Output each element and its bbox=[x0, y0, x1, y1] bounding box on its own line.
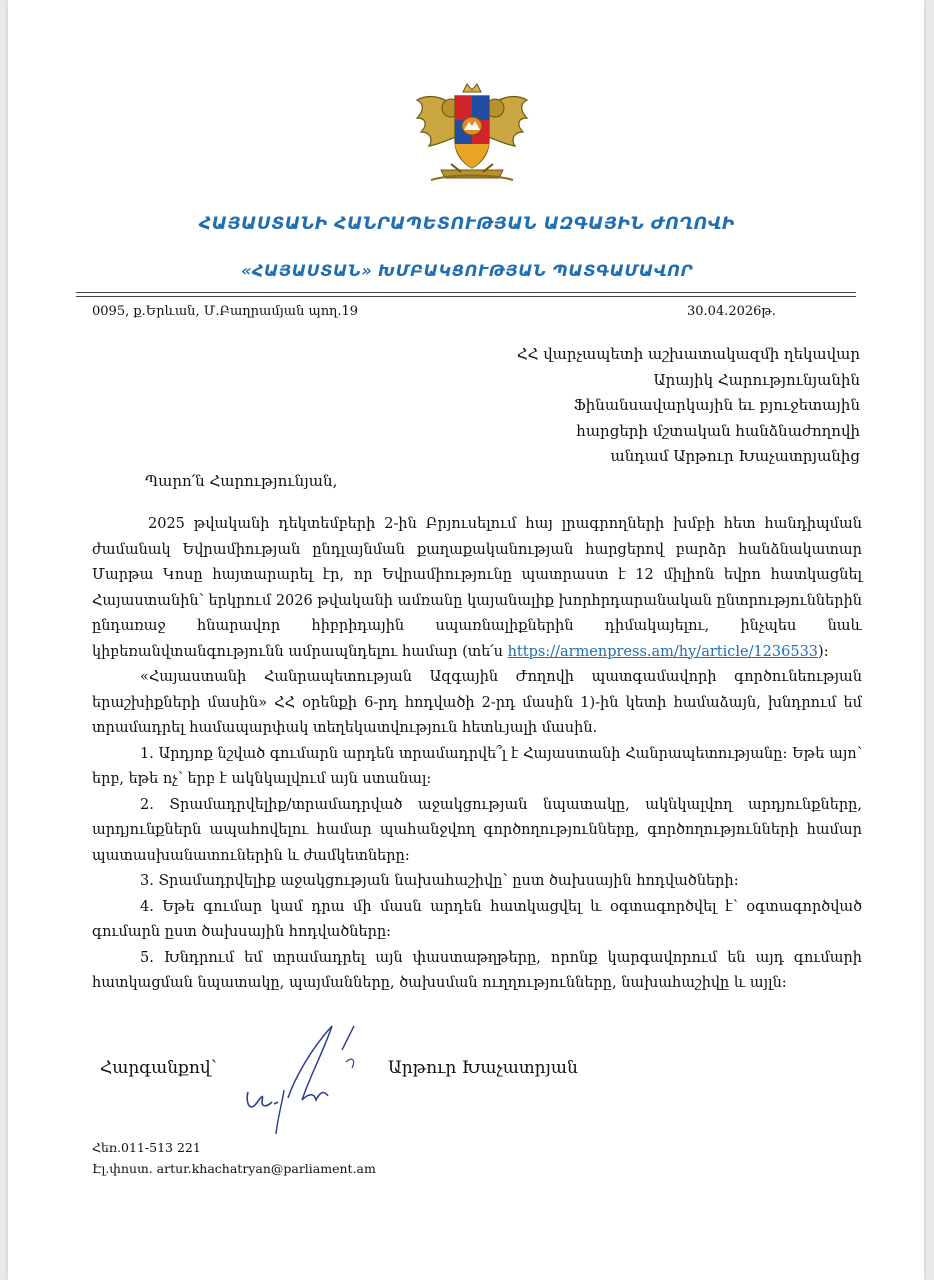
header-rule-bottom bbox=[76, 296, 856, 297]
recipient-line: հարցերի մշտական հանձնաժողովի bbox=[576, 421, 860, 440]
paragraph-text-end: ): bbox=[818, 643, 829, 660]
coat-of-arms-icon bbox=[411, 78, 533, 190]
list-item: 1. Արդյոք նշված գումարն արդեն տրամադրվե՞լ է Հայաստանի Հանրապետությանը։ Եթե այո՝ երբ, եթե ոչ՝ երբ է ակնկալվում այն ստանալ։ bbox=[92, 745, 862, 787]
header-line-1: ՀԱՅԱՍՏԱՆԻ ՀԱՆՐԱՊԵՏՈՒԹՅԱՆ ԱԶԳԱՅԻՆ ԺՈՂՈՎԻ bbox=[198, 214, 736, 234]
greeting: Պարո՛ն Հարությունյան, bbox=[145, 472, 338, 490]
list-item: 3. Տրամադրվելիք աջակցության նախահաշիվը՝ ըստ ծախսային հոդվածների։ bbox=[140, 873, 739, 889]
sender-address: 0095, ք.Երևան, Մ.Բաղրամյան պող.19 bbox=[92, 304, 359, 319]
paragraph-intro bbox=[92, 512, 862, 665]
letter-date: 30.04.2026թ. bbox=[687, 304, 776, 319]
signatory-name: Արթուր Խաչատրյան bbox=[388, 1058, 578, 1078]
contact-phone: Հեռ.011-513 221 bbox=[92, 1140, 201, 1155]
recipient-line: Ֆինանսավարկային եւ բյուջետային bbox=[573, 396, 860, 414]
list-item: 2. Տրամադրվելիք/տրամադրված աջակցության նպատակը, ակնկալվող արդյունքները, արդյունքներն ապահովելու համար պահանջվող գործողությունները, գործողությունների համար պատասխանատուներին և ժամկետները։ bbox=[92, 796, 862, 864]
closing-phrase: Հարգանքով՝ bbox=[100, 1058, 217, 1078]
article-link[interactable]: https://armenpress.am/hy/article/1236533 bbox=[507, 643, 819, 660]
recipient-block bbox=[517, 342, 860, 470]
handwritten-signature-icon bbox=[238, 1020, 368, 1140]
header-line-2: «ՀԱՅԱՍՏԱՆ» ԽՄԲԱԿՑՈՒԹՅԱՆ ՊԱՏԳԱՄԱՎՈՐ bbox=[241, 261, 693, 280]
header-rule-top bbox=[76, 292, 856, 293]
paragraph-text: 2025 թվականի դեկտեմբերի 2-ին Բրյուսելում հայ լրագրողների խմբի հետ հանդիպման ժամանակ Եվրամիության ընդլայնման քաղաքականության հարցերով բարձր հանձնակատար Մարթա Կոսը հայտարարել էր, որ Եվրամիությունը պատրաստ է 12 միլիոն եվրո հատկացնել Հայաստանին՝ երկրում 2026 թվականի ամռանը կայանալիք խորհրդարանական ընտրություններին ընդառաջ հնարավոր հիբրիդային սպառնալիքներին դիմակայելու, ինչպես նաև կիբեռանվտանգությունն ամրապնդելու համար (տե՛ս bbox=[92, 516, 862, 660]
list-item: 4. Եթե գումար կամ դրա մի մասն արդեն հատկացվել և օգտագործվել է՝ օգտագործված գումարն ըստ ծախսային հոդվածները։ bbox=[92, 898, 862, 940]
letter-body bbox=[92, 512, 862, 997]
recipient-line: անդամ Արթուր Խաչատրյանից bbox=[610, 447, 860, 465]
recipient-line: ՀՀ վարչապետի աշխատակազմի ղեկավար bbox=[516, 345, 860, 363]
contact-email: Էլ.փոստ. artur.khachatryan@parliament.am bbox=[92, 1161, 376, 1176]
recipient-line: Արայիկ Հարությունյանին bbox=[653, 370, 860, 389]
paragraph-request: «Հայաստանի Հանրապետության Ազգային Ժողովի պատգամավորի գործունեության երաշխիքների մասին» ՀՀ օրենքի 6-րդ հոդվածի 2-րդ մասին 1)-ին կետի համաձայն, խնդրում եմ տրամադրել համապարփակ տեղեկատվություն հետևյալի մասին. bbox=[92, 669, 862, 736]
list-item: 5. Խնդրում եմ տրամադրել այն փաստաթղթերը, որոնք կարգավորում են այդ գումարի հատկացման նպատակը, պայմանները, ծախսման ուղղությունները, նախահաշիվը և այլն։ bbox=[92, 949, 862, 991]
